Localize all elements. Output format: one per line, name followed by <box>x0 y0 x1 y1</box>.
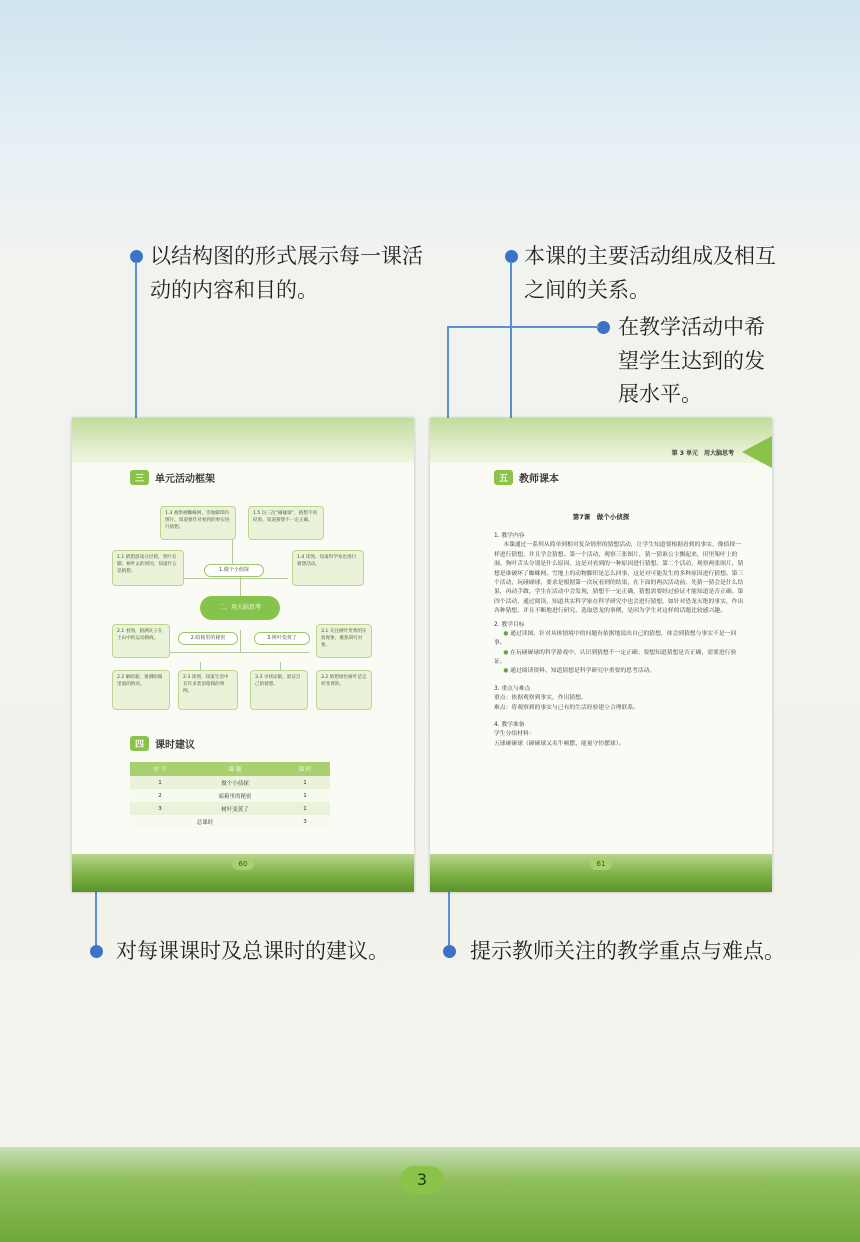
callout-development-level <box>618 311 818 412</box>
green-bullet-icon: ● <box>503 668 509 675</box>
table-header-cell: 课 时 <box>280 762 330 776</box>
key-point-text: 重点：依据观察到事实，作出猜想。 <box>494 695 587 702</box>
callout-line: 以结构图的形式展示每一课活 <box>150 244 423 268</box>
page-number-badge: 3 <box>400 1166 444 1194</box>
callout-bullet-icon <box>443 945 456 958</box>
unit-tab-triangle <box>742 436 772 468</box>
table-cell: 1 <box>280 802 330 815</box>
table-row <box>130 802 330 815</box>
callout-structure-diagram <box>150 240 450 307</box>
callout-line: 展水平。 <box>618 382 702 407</box>
goal-text: 通过读图，针对具体情境中的问题有依据地说出自己的猜想，体会到猜想与事实不是一回事。 <box>494 630 737 647</box>
heading-key-points: 3. 重点与难点 <box>494 685 531 692</box>
table-header-cell: 序 号 <box>130 762 190 776</box>
callout-hours: 对每课课时及总课时的建议。 <box>116 939 389 963</box>
section-title: 教师课本 <box>519 474 560 485</box>
lesson-title: 第7课 做个小侦探 <box>572 513 630 521</box>
diagram-unit-node: 二、用大脑思考 <box>200 596 280 620</box>
preparation-text: 学生分组材料： <box>494 731 535 738</box>
callout-line: 动的内容和目的。 <box>150 277 318 302</box>
table-header-row <box>130 762 330 776</box>
table-cell: 3 <box>130 802 190 815</box>
diagram-node-3-2: 3.2 猜想绿色树叶是怎样变黄的。 <box>316 670 372 710</box>
section-number: 五 <box>494 470 513 485</box>
section-number: 四 <box>130 736 149 751</box>
book-page-number: 61 <box>590 858 612 870</box>
class-hours-table <box>130 762 330 828</box>
section-heading-teacher-book <box>494 470 559 485</box>
diagram-node-2-3: 2.3 读图，知道生活中有许多类似暗箱的事例。 <box>178 670 238 710</box>
right-book-page <box>430 418 772 892</box>
left-book-page <box>72 418 414 892</box>
diagram-node-3-3: 3.3 寻找证据，验证自己的猜想。 <box>250 670 308 710</box>
goal-text: 在玩碰碰球的科学游戏中，认识到猜想不一定正确；要想知道猜想是否正确，需要进行验证。 <box>494 649 737 666</box>
callout-bullet-icon <box>90 945 103 958</box>
diagram-node-3-1: 3.1 关注树叶变黄的实验现象，聚焦研究对象。 <box>316 624 372 658</box>
table-row <box>130 776 330 789</box>
table-cell: 做个小侦探 <box>190 776 280 789</box>
green-bullet-icon: ● <box>503 649 509 656</box>
book-page-number: 60 <box>232 858 254 870</box>
diagram-node-1-4: 1.4 读图，知道科学家也进行猜想活动。 <box>292 550 364 586</box>
diagram-connector <box>200 652 280 653</box>
table-row <box>130 789 330 802</box>
unit-header: 第 3 单元 用大脑思考 <box>671 450 734 457</box>
green-bullet-icon: ● <box>503 630 509 637</box>
heading-preparation: 4. 教学准备 <box>494 722 525 729</box>
table-header-cell: 课 题 <box>190 762 280 776</box>
section-title: 课时建议 <box>155 740 196 751</box>
table-cell: 1 <box>280 776 330 789</box>
diagram-connector <box>178 578 288 579</box>
teaching-content-body: 本课通过一系列从简单到相对复杂情形的猜想活动，让学生知道要根据看到的事实，像侦探一样进行猜想，并且学会猜想。第一个活动，观察三张图片，猜一猜谁公主飘起来，田里架叶上的洞、狗叶舌头分别是什么原因，这是对看到的一种原因进行猜想。第二个活动，观察两张图片，猜想是谁破坏了蜘蛛网、雪地上的动物脚印是怎么回事，这是对可能发生的多种原因进行猜想。第三个活动，玩碰碰球，要求是根据第一次玩看到的结果，在下面的两次活动前，先猜一猜会是什么结果，再动手做。学生在活动中会发现，猜想不一定正确，猜想需要经过验证才能知道是否正确。第四个活动，通过阅读，知道其实科学家在科学研究中也会进行猜想，如针对恐龙灭绝的事实，作出各种猜想，并且不断地进行研究、选取恐龙的事例，是因为学生对这样的话题比较感兴趣。 <box>494 542 744 615</box>
goal-item <box>494 649 744 668</box>
diagram-node-1-3: 1.3 观察被蜘蛛网、雪地脚印的图片，知道要针对看到的事实进行猜想。 <box>160 506 236 540</box>
callout-line: 本课的主要活动组成及相互 <box>524 244 776 268</box>
table-cell: 暗箱里的秘密 <box>190 789 280 802</box>
diagram-node-2-1: 2.1 看图，猜测瓦子在土山中的运动路线。 <box>112 624 170 658</box>
difficulty-text: 难点：将观察到的事实与已有的生活经验建立合理联系。 <box>494 704 639 711</box>
table-total-row <box>130 815 330 828</box>
section-heading-framework <box>130 470 215 485</box>
heading-teaching-content: 1. 教学内容 <box>494 533 525 539</box>
callout-activity-relations <box>524 240 824 307</box>
goal-text: 通过阅读资料，知道猜想是科学研究中重要的思考活动。 <box>510 668 656 675</box>
table-cell: 1 <box>130 776 190 789</box>
page-header-band <box>72 418 414 463</box>
table-total-label: 总课时 <box>130 815 280 828</box>
callout-key-difficult: 提示教师关注的教学重点与难点。 <box>470 939 785 963</box>
diagram-node-1-1: 1.1 猜想游戏分层猜，变叶有脚，树叶去的原因，知道什么是猜想。 <box>112 550 184 586</box>
callout-line: 之间的关系。 <box>524 277 650 302</box>
section-number: 三 <box>130 470 149 485</box>
connector-line <box>447 326 599 328</box>
table-cell: 1 <box>280 789 330 802</box>
section-title: 单元活动框架 <box>155 474 216 485</box>
table-cell: 树叶变黄了 <box>190 802 280 815</box>
table-total-value: 3 <box>280 815 330 828</box>
teacher-book-text <box>494 532 744 749</box>
diagram-node-lesson-3: 3.树叶变黄了 <box>254 632 310 645</box>
diagram-node-lesson-2: 2.暗箱里的秘密 <box>178 632 238 645</box>
section-heading-hours <box>130 736 195 751</box>
diagram-node-2-2: 2.2 解暗箱，猜测暗箱里面的情况。 <box>112 670 170 710</box>
preparation-text: 五球碰碰球（碰碰球又名牛顿摆、能量守恒摆球）。 <box>494 740 625 747</box>
callout-line: 望学生达到的发 <box>618 348 765 373</box>
heading-teaching-goals: 2. 教学目标 <box>494 621 525 628</box>
goal-item <box>494 630 744 649</box>
diagram-node-lesson-1: 1.做个小侦探 <box>204 564 264 577</box>
table-cell: 2 <box>130 789 190 802</box>
diagram-node-1-5: 1.5 玩三次“碰碰球”，猜想不同结果，知道猜想不一定正确。 <box>248 506 324 540</box>
diagram-connector <box>240 630 241 652</box>
callout-line: 在教学活动中希 <box>618 315 765 339</box>
goal-item <box>494 667 744 676</box>
bottom-grass-decoration <box>0 1147 860 1242</box>
diagram-connector <box>280 652 310 653</box>
